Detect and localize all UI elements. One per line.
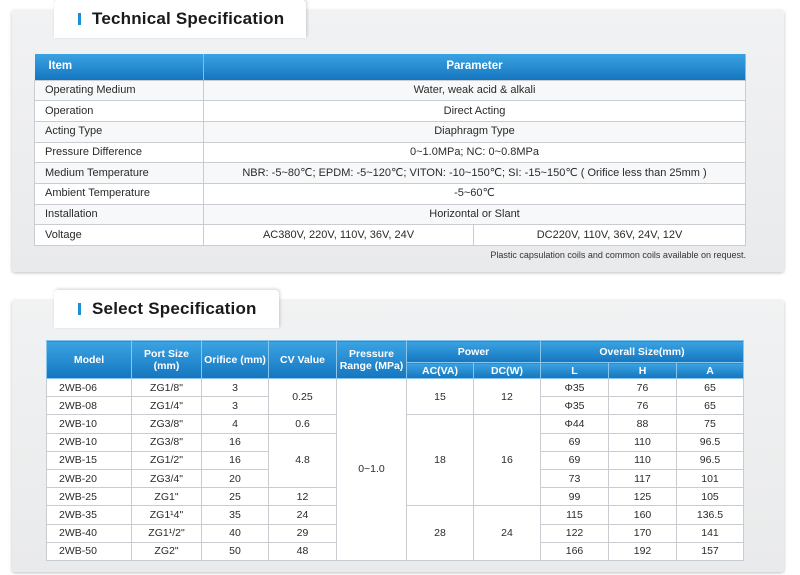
tech-row (35, 101, 746, 122)
h-cell: 110 (609, 433, 677, 451)
orifice-cell: 20 (202, 469, 269, 487)
orifice-cell: 16 (202, 451, 269, 469)
model-cell: 2WB-15 (47, 451, 132, 469)
a-cell: 75 (677, 415, 744, 433)
tech-value: Horizontal or Slant (204, 204, 746, 225)
tech-item: Ambient Temperature (35, 183, 204, 204)
orifice-cell: 50 (202, 542, 269, 560)
a-header: A (677, 363, 744, 379)
dc-cell: 24 (474, 506, 541, 561)
tech-item: Installation (35, 204, 204, 225)
tech-item: Pressure Difference (35, 142, 204, 163)
cv-cell: 48 (269, 542, 337, 560)
port-cell: ZG3/8" (132, 433, 202, 451)
tech-value: Water, weak acid & alkali (204, 80, 746, 101)
port-cell: ZG1/4" (132, 397, 202, 415)
port-cell: ZG1/8" (132, 379, 202, 397)
a-cell: 101 (677, 469, 744, 487)
voltage-ac-value: AC380V, 220V, 110V, 36V, 24V (204, 225, 474, 246)
l-cell: 69 (541, 433, 609, 451)
h-cell: 160 (609, 506, 677, 524)
l-cell: 99 (541, 488, 609, 506)
l-cell: 73 (541, 469, 609, 487)
h-cell: 117 (609, 469, 677, 487)
select-spec-title: Select Specification (92, 299, 257, 318)
a-cell: 96.5 (677, 433, 744, 451)
h-cell: 76 (609, 379, 677, 397)
tech-item: Operating Medium (35, 80, 204, 101)
l-cell: 115 (541, 506, 609, 524)
a-cell: 96.5 (677, 451, 744, 469)
port-cell: ZG1¹4" (132, 506, 202, 524)
l-cell: 166 (541, 542, 609, 560)
port-cell: ZG1¹/2" (132, 524, 202, 542)
ac-va-header: AC(VA) (407, 363, 474, 379)
l-cell: Φ35 (541, 397, 609, 415)
port-cell: ZG2" (132, 542, 202, 560)
select-header-row (47, 341, 744, 363)
pressure-cell: 0~1.0 (337, 379, 407, 561)
tech-value: NBR: -5~80℃; EPDM: -5~120℃; VITON: -10~150℃; SI: -15~150℃ ( Orifice less than 25mm ) (204, 163, 746, 184)
model-cell: 2WB-35 (47, 506, 132, 524)
cv-cell: 4.8 (269, 433, 337, 488)
h-cell: 192 (609, 542, 677, 560)
coils-note: Plastic capsulation coils and common coils available on request. (490, 250, 746, 260)
technical-spec-table (34, 54, 746, 246)
orifice-cell: 16 (202, 433, 269, 451)
h-header: H (609, 363, 677, 379)
model-cell: 2WB-06 (47, 379, 132, 397)
tech-header-row (35, 54, 746, 80)
table-row (47, 379, 744, 397)
tech-row (35, 163, 746, 184)
h-cell: 88 (609, 415, 677, 433)
voltage-dc-value: DC220V, 110V, 36V, 24V, 12V (474, 225, 746, 246)
a-cell: 136.5 (677, 506, 744, 524)
tech-item: Acting Type (35, 121, 204, 142)
orifice-cell: 35 (202, 506, 269, 524)
port-size-header: Port Size (mm) (132, 341, 202, 379)
technical-spec-title: Technical Specification (92, 9, 285, 28)
model-cell: 2WB-25 (47, 488, 132, 506)
orifice-cell: 4 (202, 415, 269, 433)
select-spec-tab (54, 290, 279, 328)
cv-cell: 0.25 (269, 379, 337, 415)
model-cell: 2WB-40 (47, 524, 132, 542)
a-cell: 65 (677, 379, 744, 397)
orifice-cell: 3 (202, 397, 269, 415)
model-cell: 2WB-10 (47, 415, 132, 433)
l-cell: 122 (541, 524, 609, 542)
technical-spec-tab (54, 0, 306, 38)
model-cell: 2WB-10 (47, 433, 132, 451)
tech-row-voltage (35, 225, 746, 246)
cv-cell: 0.6 (269, 415, 337, 433)
l-cell: Φ35 (541, 379, 609, 397)
l-cell: 69 (541, 451, 609, 469)
port-cell: ZG1" (132, 488, 202, 506)
pressure-range-header: Pressure Range (MPa) (337, 341, 407, 379)
l-cell: Φ44 (541, 415, 609, 433)
model-header: Model (47, 341, 132, 379)
tech-item: Operation (35, 101, 204, 122)
h-cell: 110 (609, 451, 677, 469)
model-cell: 2WB-08 (47, 397, 132, 415)
orifice-cell: 25 (202, 488, 269, 506)
orifice-cell: 40 (202, 524, 269, 542)
model-cell: 2WB-50 (47, 542, 132, 560)
ac-cell: 15 (407, 379, 474, 415)
ac-cell: 18 (407, 415, 474, 506)
a-cell: 157 (677, 542, 744, 560)
tech-value: Direct Acting (204, 101, 746, 122)
model-cell: 2WB-20 (47, 469, 132, 487)
dc-cell: 16 (474, 415, 541, 506)
l-header: L (541, 363, 609, 379)
tech-row (35, 80, 746, 101)
tech-item: Voltage (35, 225, 204, 246)
overall-size-header: Overall Size(mm) (541, 341, 744, 363)
orifice-header: Orifice (mm) (202, 341, 269, 379)
cv-cell: 24 (269, 506, 337, 524)
tab-accent-bar (78, 303, 81, 315)
tech-item: Medium Temperature (35, 163, 204, 184)
cv-cell: 12 (269, 488, 337, 506)
dc-cell: 12 (474, 379, 541, 415)
item-header: Item (35, 54, 204, 80)
port-cell: ZG3/4" (132, 469, 202, 487)
h-cell: 170 (609, 524, 677, 542)
tech-row (35, 183, 746, 204)
cv-cell: 29 (269, 524, 337, 542)
tech-value: -5~60℃ (204, 183, 746, 204)
port-cell: ZG1/2" (132, 451, 202, 469)
select-spec-table (46, 340, 744, 561)
a-cell: 105 (677, 488, 744, 506)
parameter-header: Parameter (204, 54, 746, 80)
tech-value: Diaphragm Type (204, 121, 746, 142)
a-cell: 141 (677, 524, 744, 542)
tech-row (35, 121, 746, 142)
cv-value-header: CV Value (269, 341, 337, 379)
tech-row (35, 142, 746, 163)
tab-accent-bar (78, 13, 81, 25)
tech-value: 0~1.0MPa; NC: 0~0.8MPa (204, 142, 746, 163)
ac-cell: 28 (407, 506, 474, 561)
h-cell: 76 (609, 397, 677, 415)
tech-row (35, 204, 746, 225)
power-header: Power (407, 341, 541, 363)
a-cell: 65 (677, 397, 744, 415)
port-cell: ZG3/8" (132, 415, 202, 433)
h-cell: 125 (609, 488, 677, 506)
orifice-cell: 3 (202, 379, 269, 397)
dc-w-header: DC(W) (474, 363, 541, 379)
